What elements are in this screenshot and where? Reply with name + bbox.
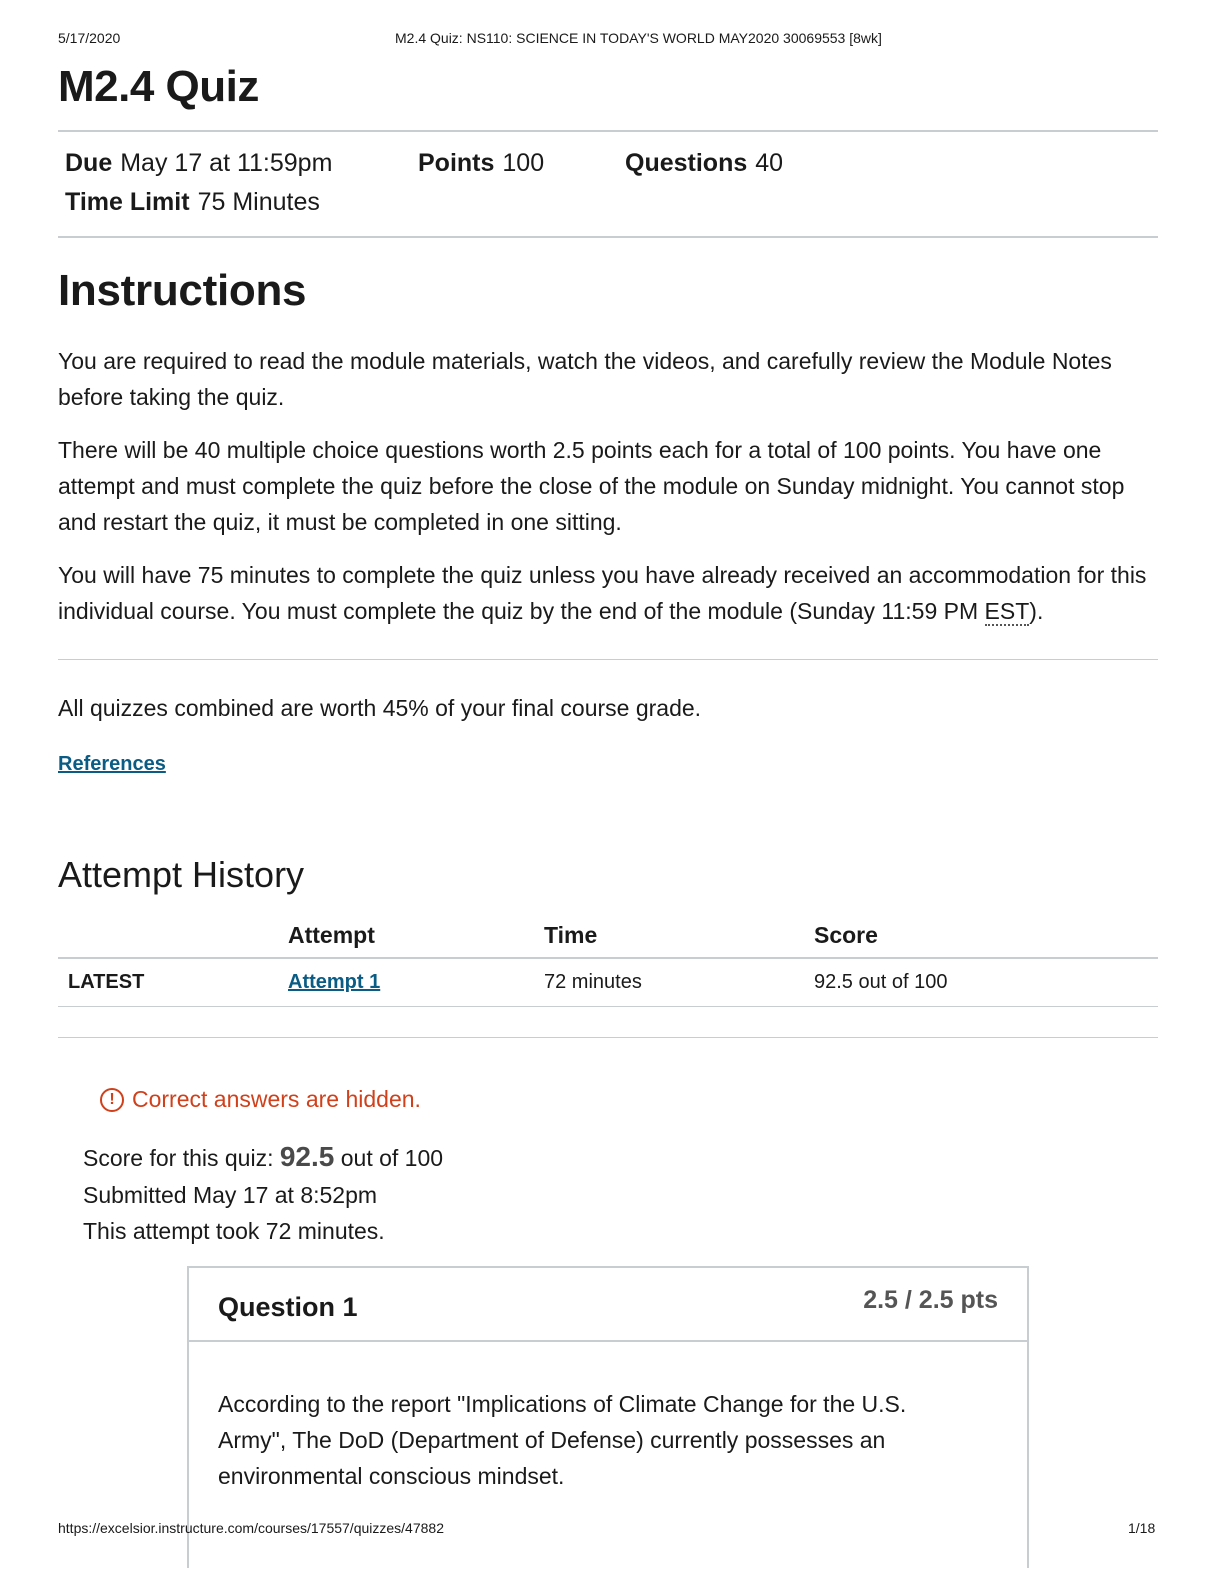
submitted-time: Submitted May 17 at 8:52pm: [83, 1182, 378, 1208]
print-title: M2.4 Quiz: NS110: SCIENCE IN TODAY'S WORLD MAY2020 30069553 [8wk]: [395, 30, 882, 46]
question-header: [189, 1268, 1027, 1342]
notice-text: Correct answers are hidden.: [132, 1086, 421, 1112]
attempt-history-table: [58, 916, 1158, 1007]
column-header: Score: [804, 916, 1158, 958]
references-wrapper: [58, 746, 1158, 782]
score-prefix: Score for this quiz:: [83, 1145, 280, 1171]
column-header: Attempt: [278, 916, 534, 958]
due-info: [65, 149, 332, 178]
column-header: Time: [534, 916, 804, 958]
points-info: [418, 149, 544, 178]
instructions-paragraph: [58, 557, 1158, 629]
questions-label: Questions: [625, 149, 748, 177]
references-link[interactable]: References: [58, 753, 166, 775]
instructions-text: ).: [1029, 598, 1044, 624]
divider: [58, 236, 1158, 238]
instructions-paragraph: There will be 40 multiple choice questions worth 2.5 points each for a total of 100 points. You have one attempt and must complete the quiz before the close of the module on Sunday midnight. You cannot stop and restart the quiz, it must be completed in one sitting.: [58, 437, 1125, 535]
time-limit-info: [65, 188, 320, 217]
instructions-text: You will have 75 minutes to complete the quiz unless you have already received an accommodation for this individual course. You must complete the quiz by the end of the module (Sunday 11:59 PM: [58, 562, 1147, 624]
score-suffix: out of 100: [334, 1145, 444, 1171]
attempt-cell: [278, 958, 534, 1007]
page-title: M2.4 Quiz: [58, 62, 259, 111]
instructions-paragraph: You are required to read the module materials, watch the videos, and carefully review the Module Notes before taking the quiz.: [58, 348, 1112, 410]
est-abbreviation: EST: [984, 598, 1030, 624]
print-header: [0, 30, 1224, 50]
quiz-score: [83, 1141, 443, 1173]
question-text: According to the report "Implications of Climate Change for the U.S. Army", The DoD (Department of Defense) currently possesses an environmental conscious mindset.: [218, 1391, 907, 1489]
page-number: 1/18: [1128, 1520, 1156, 1536]
question-title: Question 1: [218, 1292, 358, 1322]
answers-hidden-notice: [100, 1086, 421, 1113]
divider: [58, 1037, 1158, 1038]
divider: [58, 659, 1158, 660]
instructions-heading: Instructions: [58, 266, 307, 315]
grade-weight-text: All quizzes combined are worth 45% of your final course grade.: [58, 695, 702, 721]
attempt-duration: This attempt took 72 minutes.: [83, 1218, 385, 1244]
attempt-score: 92.5 out of 100: [804, 958, 1158, 1007]
points-value: 100: [502, 149, 545, 177]
due-value: May 17 at 11:59pm: [120, 149, 333, 177]
attempt-link[interactable]: Attempt 1: [288, 971, 381, 993]
warning-icon: !: [100, 1088, 124, 1112]
questions-info: [625, 149, 783, 178]
column-header: [58, 916, 278, 958]
print-date: 5/17/2020: [58, 30, 121, 46]
points-label: Points: [418, 149, 495, 177]
attempt-time: 72 minutes: [534, 958, 804, 1007]
table-header-row: [58, 916, 1158, 958]
questions-value: 40: [755, 149, 784, 177]
time-limit-label: Time Limit: [65, 188, 190, 216]
table-row: [58, 958, 1158, 1007]
attempt-history-heading: Attempt History: [58, 854, 305, 895]
score-value: 92.5: [279, 1141, 335, 1172]
time-limit-value: 75 Minutes: [197, 188, 320, 216]
print-url: https://excelsior.instructure.com/courses/17557/quizzes/47882: [58, 1520, 444, 1536]
due-label: Due: [65, 149, 113, 177]
question-points: 2.5 / 2.5 pts: [863, 1286, 998, 1314]
latest-label: LATEST: [58, 958, 278, 1007]
divider: [58, 130, 1158, 132]
